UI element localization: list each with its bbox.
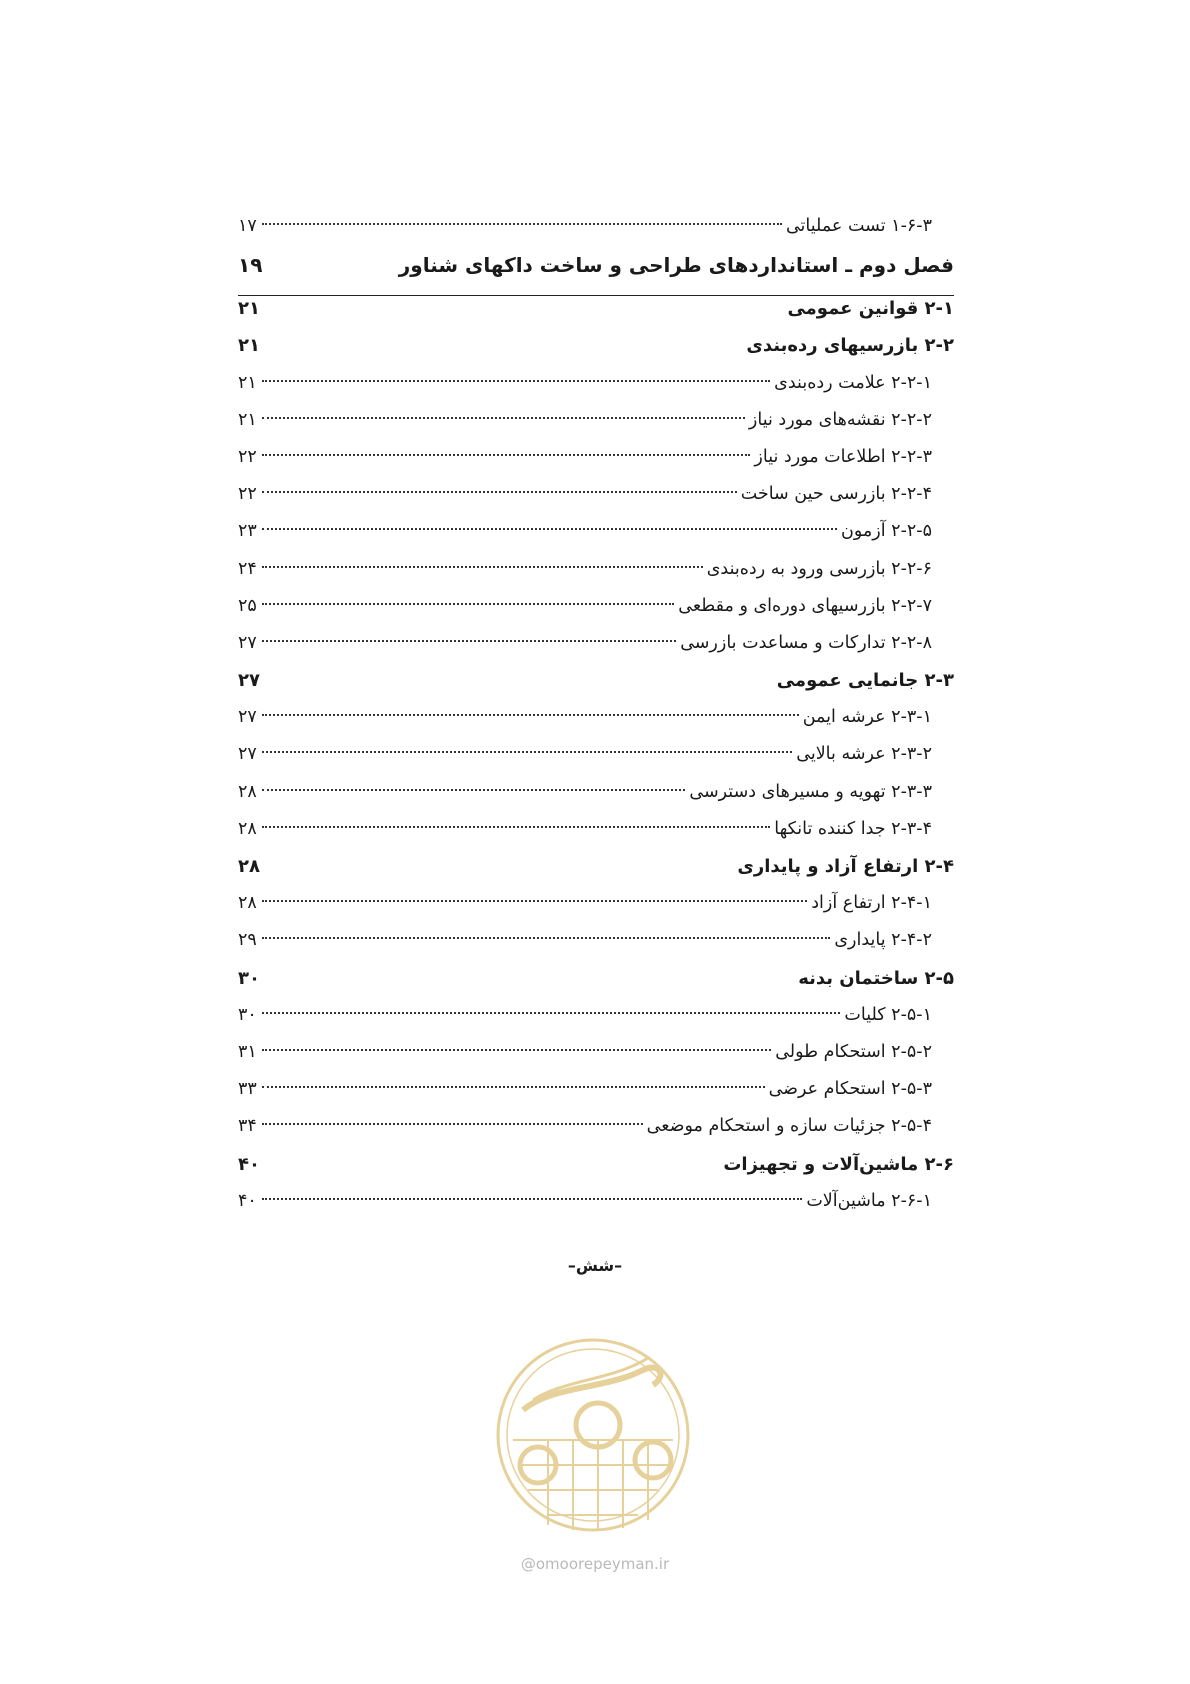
dot-leader	[262, 566, 703, 568]
dot-leader	[262, 528, 837, 530]
toc-page-number: ۳۳	[238, 1079, 257, 1100]
dot-leader	[262, 640, 676, 642]
dot-leader	[262, 454, 750, 456]
toc-subsection	[238, 559, 954, 596]
toc-entry-title: ۲-۴-۲ پایداری	[834, 930, 932, 951]
toc-page-number: ۳۰	[238, 1004, 257, 1025]
toc-page-number: ۲۱	[238, 409, 257, 430]
toc-page-number: ۴۰	[238, 1153, 260, 1175]
toc-page-number: ۲۵	[238, 595, 257, 616]
dot-leader	[262, 223, 782, 225]
toc-entry-title: ۲-۳ جانمایی عمومی	[776, 670, 954, 692]
toc-entry-title: ۲-۶-۱ ماشین‌آلات	[806, 1190, 932, 1211]
toc-subsection	[238, 633, 954, 670]
toc-subsection	[238, 707, 954, 744]
toc-page-number: ۲۷	[238, 707, 257, 728]
toc-entry-title: ۲-۱ قوانین عمومی	[787, 298, 954, 320]
toc-entry-title: فصل دوم ـ استانداردهای طراحی و ساخت داکهای شناور	[398, 253, 954, 278]
toc-subsection	[238, 484, 954, 521]
toc-section	[238, 856, 954, 893]
toc-page-number: ۲۸	[238, 893, 257, 914]
watermark-site: @omoorepeyman.ir	[520, 1555, 670, 1573]
toc-entry-title: ۲-۴ ارتفاع آزاد و پایداری	[737, 856, 954, 877]
toc-entry-title: ۲-۵-۴ جزئیات سازه و استحکام موضعی	[646, 1116, 932, 1137]
toc-page-number: ۲۱	[238, 335, 260, 357]
toc-subsection	[238, 782, 954, 819]
dot-leader	[262, 826, 770, 828]
dot-leader	[262, 1198, 802, 1200]
toc-page-number: ۲۲	[238, 446, 257, 467]
dot-leader	[262, 937, 830, 939]
toc-page-number: ۳۰	[238, 967, 260, 989]
dot-leader	[262, 1012, 840, 1014]
toc-subsection	[238, 1191, 954, 1228]
toc-page-number: ۲۱	[238, 298, 260, 320]
toc-page-number: ۲۱	[238, 372, 257, 393]
dot-leader	[262, 789, 685, 791]
toc-entry-title: ۲-۲-۶ بازرسی ورود به رده‌بندی	[706, 558, 932, 579]
toc-entry-title: ۲-۲-۴ بازرسی حین ساخت	[740, 484, 932, 505]
toc-section	[238, 335, 954, 372]
page-number-footer: –شش–	[567, 1256, 623, 1275]
toc-entry-title: ۲-۵ ساختمان بدنه	[798, 967, 954, 989]
toc-subsection	[238, 521, 954, 558]
toc-page-number: ۱۹	[238, 253, 263, 278]
toc-entry-title: ۱-۶-۳ تست عملیاتی	[785, 216, 932, 236]
toc-page-number: ۲۸	[238, 856, 260, 877]
dot-leader	[262, 380, 770, 382]
toc-page-number: ۲۴	[238, 558, 257, 579]
toc-subsection	[238, 410, 954, 447]
toc-entry-title: ۲-۵-۲ استحکام طولی	[775, 1041, 932, 1062]
toc-subsection	[238, 744, 954, 781]
table-of-contents	[238, 216, 954, 1228]
toc-subsection	[238, 1005, 954, 1042]
toc-subsection	[238, 819, 954, 856]
toc-subsection	[238, 1079, 954, 1116]
toc-entry-title: ۲-۴-۱ ارتفاع آزاد	[811, 893, 932, 914]
dot-leader	[262, 1049, 771, 1051]
toc-section	[238, 670, 954, 707]
dot-leader	[262, 1086, 765, 1088]
watermark-logo	[493, 1330, 693, 1550]
toc-subsection	[238, 1116, 954, 1153]
toc-subsection	[238, 373, 954, 410]
toc-entry-title: ۲-۲-۱ علامت رده‌بندی	[774, 372, 932, 393]
toc-subsection	[238, 596, 954, 633]
toc-subsection	[238, 447, 954, 484]
toc-entry-title: ۲-۵-۳ استحکام عرضی	[768, 1079, 932, 1100]
toc-entry-title: ۲-۲-۸ تدارکات و مساعدت بازرسی	[680, 632, 932, 653]
toc-entry-title: ۲-۶ ماشین‌آلات و تجهیزات	[723, 1153, 954, 1175]
toc-entry-title: ۲-۳-۳ تهویه و مسیرهای دسترسی	[689, 781, 932, 802]
toc-subsection	[238, 893, 954, 930]
toc-chapter	[238, 253, 954, 296]
toc-page-number: ۳۴	[238, 1116, 257, 1137]
dot-leader	[262, 491, 737, 493]
dot-leader	[262, 714, 799, 716]
toc-section	[238, 968, 954, 1005]
dot-leader	[262, 417, 745, 419]
toc-entry-title: ۲-۵-۱ کلیات	[844, 1004, 932, 1025]
toc-page-number: ۲۷	[238, 744, 257, 765]
toc-page-number: ۲۸	[238, 818, 257, 839]
dot-leader	[262, 603, 674, 605]
dot-leader	[262, 1123, 643, 1125]
dot-leader	[262, 751, 792, 753]
toc-page-number: ۳۱	[238, 1041, 257, 1062]
toc-page-number: ۲۲	[238, 484, 257, 505]
toc-section	[238, 298, 954, 335]
toc-section	[238, 1154, 954, 1191]
toc-entry-title: ۲-۲-۷ بازرسیهای دوره‌ای و مقطعی	[678, 595, 932, 616]
toc-subsection	[238, 216, 954, 253]
toc-page-number: ۱۷	[238, 216, 257, 236]
toc-entry-title: ۲-۲-۳ اطلاعات مورد نیاز	[754, 446, 932, 467]
toc-page-number: ۲۸	[238, 781, 257, 802]
toc-entry-title: ۲-۳-۴ جدا کننده تانکها	[774, 818, 932, 839]
toc-page-number: ۲۹	[238, 930, 257, 951]
toc-page-number: ۲۷	[238, 670, 260, 692]
toc-entry-title: ۲-۳-۲ عرشه بالایی	[796, 744, 932, 765]
toc-entry-title: ۲-۲-۵ آزمون	[841, 521, 932, 542]
toc-entry-title: ۲-۳-۱ عرشه ایمن	[802, 707, 932, 728]
toc-entry-title: ۲-۲-۲ نقشه‌های مورد نیاز	[748, 409, 932, 430]
toc-entry-title: ۲-۲ بازرسیهای رده‌بندی	[746, 335, 954, 357]
toc-subsection	[238, 930, 954, 967]
dot-leader	[262, 900, 807, 902]
toc-page-number: ۲۷	[238, 632, 257, 653]
toc-subsection	[238, 1042, 954, 1079]
toc-page-number: ۴۰	[238, 1190, 257, 1211]
toc-page-number: ۲۳	[238, 521, 257, 542]
